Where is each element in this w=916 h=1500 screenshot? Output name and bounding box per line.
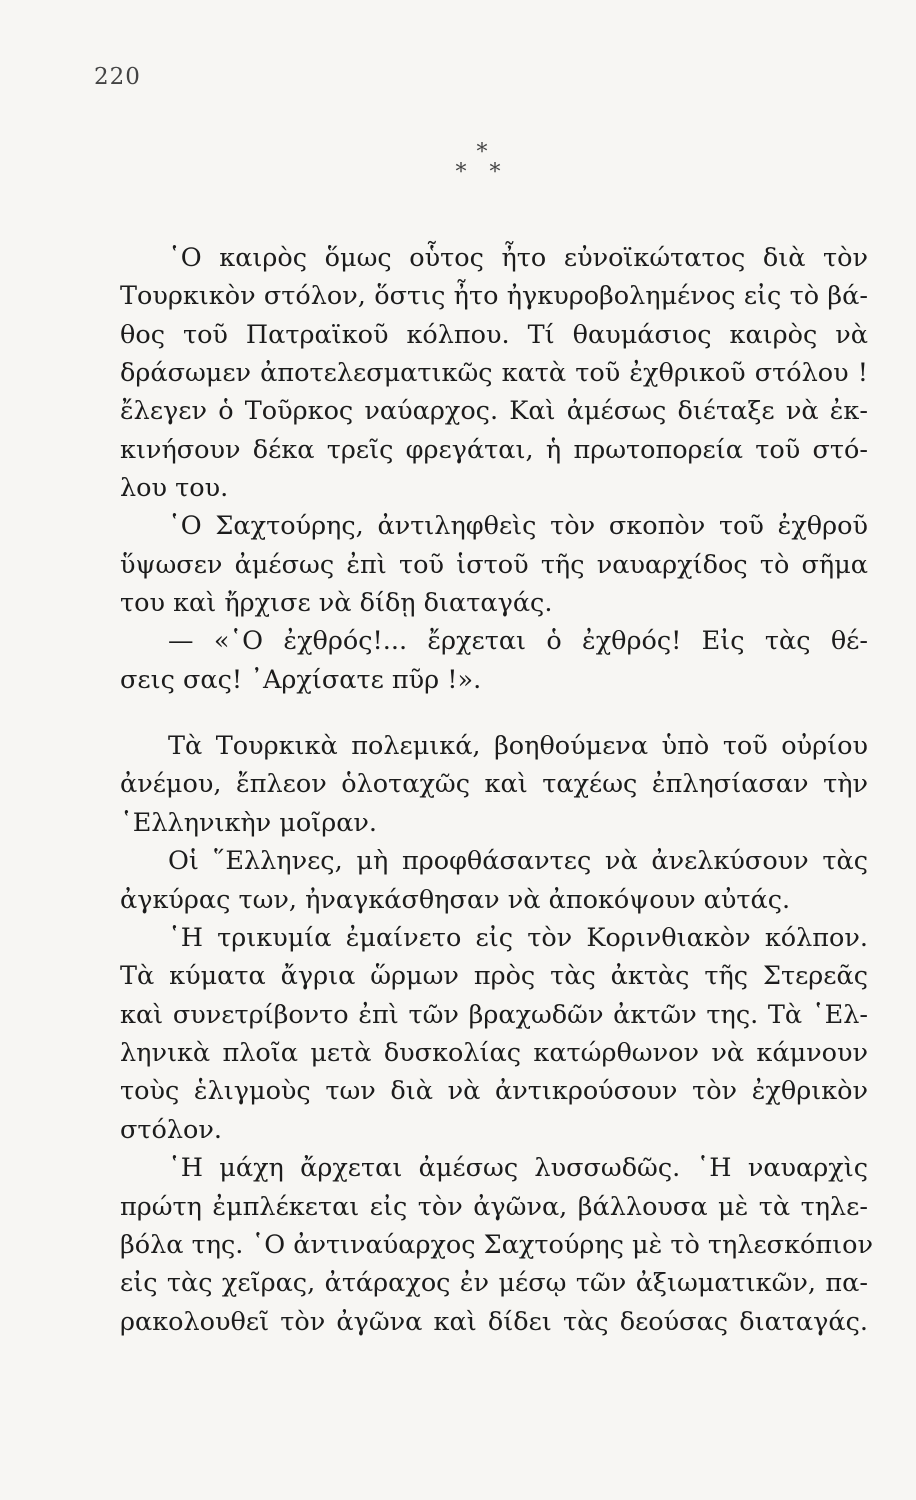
text-line: ὕψωσεν ἀμέσως ἐπὶ τοῦ ἱστοῦ τῆς ναυαρχίδος τὸ σῆμα: [120, 550, 868, 580]
text-line: πρώτη ἐμπλέκεται εἰς τὸν ἀγῶνα, βάλλουσα μὲ τὰ τηλε-: [120, 1192, 868, 1222]
text-line: λου του.: [120, 473, 229, 503]
text-line: ῾Ο καιρὸς ὅμως οὗτος ἦτο εὐνοϊκώτατος διὰ τὸν: [168, 243, 868, 273]
text-line: εἰς τὰς χεῖρας, ἀτάραχος ἐν μέσῳ τῶν ἀξιωματικῶν, πα-: [120, 1268, 868, 1298]
text-line: τοὺς ἑλιγμοὺς των διὰ νὰ ἀντικρούσουν τὸν ἐχθρικὸν: [120, 1076, 868, 1106]
text-line: Τὰ Τουρκικὰ πολεμικά, βοηθούμενα ὑπὸ τοῦ οὐρίου: [168, 731, 868, 761]
text-line: βόλα της. ῾Ο ἀντιναύαρχος Σαχτούρης μὲ τὸ τηλεσκόπιον: [120, 1230, 873, 1260]
page-number: 220: [94, 64, 141, 90]
text-line: ἀγκύρας των, ἠναγκάσθησαν νὰ ἀποκόψουν αὐτάς.: [120, 885, 791, 915]
text-line: ῾Ελληνικὴν μοῖραν.: [120, 808, 378, 838]
text-line: Τὰ κύματα ἄγρια ὥρμων πρὸς τὰς ἀκτὰς τῆς Στερεᾶς: [120, 961, 868, 991]
text-line: σεις σας! ᾿Αρχίσατε πῦρ !».: [120, 665, 482, 695]
text-line: ἔλεγεν ὁ Τοῦρκος ναύαρχος. Καὶ ἀμέσως διέταξε νὰ ἐκ-: [120, 396, 868, 426]
text-line: Τουρκικὸν στόλον, ὅστις ἦτο ἠγκυροβολημένος εἰς τὸ βά-: [120, 281, 868, 311]
text-line: κινήσουν δέκα τρεῖς φρεγάται, ἡ πρωτοπορεία τοῦ στό-: [120, 435, 868, 465]
text-line: Οἱ ῞Ελληνες, μὴ προφθάσαντες νὰ ἀνελκύσουν τὰς: [168, 846, 868, 876]
text-line: — «῾Ο ἐχθρός!... ἔρχεται ὁ ἐχθρός! Εἰς τὰς θέ-: [168, 626, 868, 656]
section-ornament-top: *: [476, 140, 488, 165]
text-line: ἀνέμου, ἔπλεον ὁλοταχῶς καὶ ταχέως ἐπλησίασαν τὴν: [120, 769, 868, 799]
text-line: ληνικὰ πλοῖα μετὰ δυσκολίας κατώρθωνον νὰ κάμνουν: [120, 1038, 868, 1068]
text-line: θος τοῦ Πατραϊκοῦ κόλπου. Τί θαυμάσιος καιρὸς νὰ: [120, 320, 868, 350]
text-line: στόλον.: [120, 1115, 222, 1145]
text-line: ῾Η τρικυμία ἐμαίνετο εἰς τὸν Κορινθιακὸν κόλπον.: [168, 923, 868, 953]
text-line: ρακολουθεῖ τὸν ἀγῶνα καὶ δίδει τὰς δεούσας διαταγάς.: [120, 1307, 868, 1337]
text-line: καὶ συνετρίβοντο ἐπὶ τῶν βραχωδῶν ἀκτῶν της. Τὰ ῾Ελ-: [120, 1000, 868, 1030]
text-line: ῾Η μάχη ἄρχεται ἀμέσως λυσσωδῶς. ῾Η ναυαρχὶς: [168, 1153, 868, 1183]
section-ornament-bottom: * *: [455, 160, 509, 185]
text-line: του καὶ ἤρχισε νὰ δίδῃ διαταγάς.: [120, 588, 553, 618]
text-line: δράσωμεν ἀποτελεσματικῶς κατὰ τοῦ ἐχθρικοῦ στόλου !: [120, 358, 868, 388]
text-line: ῾Ο Σαχτούρης, ἀντιληφθεὶς τὸν σκοπὸν τοῦ ἐχθροῦ: [168, 511, 868, 541]
